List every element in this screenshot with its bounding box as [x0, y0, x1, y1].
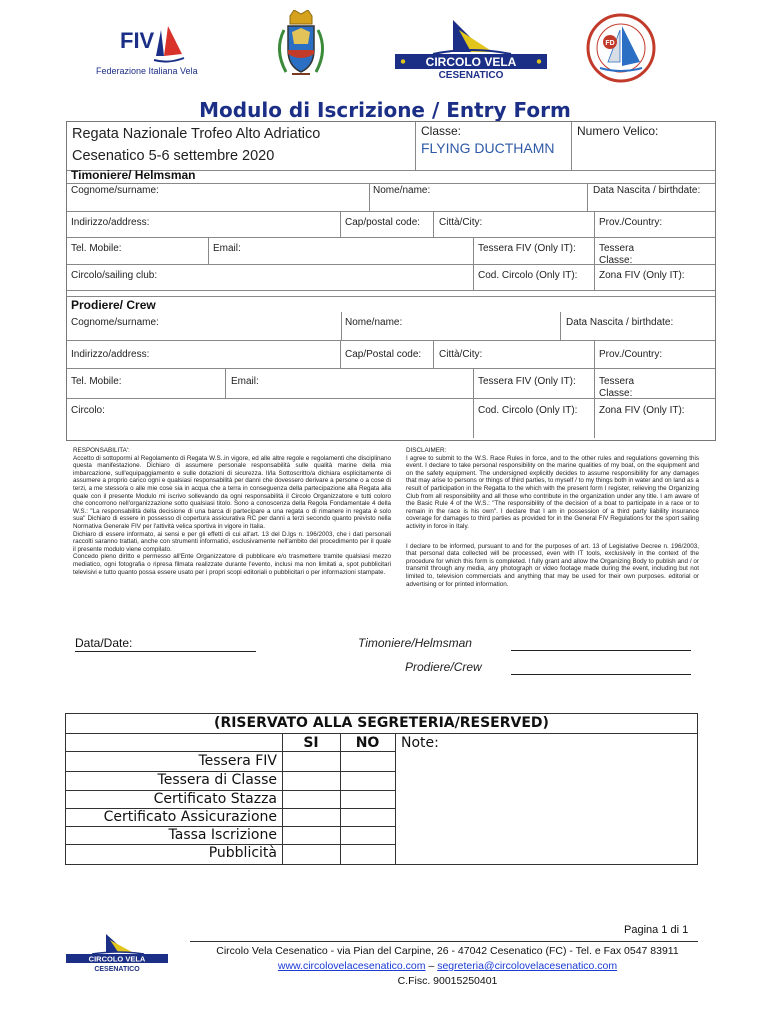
helmsman-club-field[interactable]: Circolo/sailing club: [71, 270, 158, 281]
helmsman-fiv-card-field[interactable]: Tessera FIV (Only IT): [478, 243, 576, 254]
email-link[interactable]: segreteria@circolovelacesenatico.com [437, 960, 618, 972]
cvc-logo-line1: CIRCOLO VELA [425, 55, 517, 69]
media-consent-text-it: Concedo pieno diritto e permesso all'Ente Organizzatore di pubblicare e/o trasmettere tramite qualsiasi mezzo mediatico, ogni fotografia o ripresa filmata realizzate durante l'evento, inclusi ma non limitati a, spot pubblicitari televisivi e tutto quanto possa essere usato per i propri scopi editoriali o pubblicitari o per informazioni stampate. [73, 553, 391, 576]
responsibility-title: RESPONSABILITA': [73, 447, 130, 454]
website-link[interactable]: www.circolovelacesenatico.com [277, 960, 426, 972]
fiv-logo-subtitle: Federazione Italiana Vela [96, 66, 198, 76]
crew-signature-label: Prodiere/Crew [405, 660, 482, 674]
column-no: NO [355, 735, 380, 751]
crew-zone-field[interactable]: Zona FIV (Only IT): [599, 405, 685, 416]
disclaimer-privacy-text: I declare to be informed, pursuant to and for the purposes of art. 13 of Legislative Decree n. 196/2003, that personal data collected will be processed, even with IT tools, exclusively in the context of the procedure for which this form is completed. I fully grant and allow the Organizing Body to publish and / or transmit through any media, any photograph or video footage made during the event, including but not limited to, television commercials and anything that may be used for their own purposes. editorial or advertising or for printed information. [406, 542, 699, 588]
fiv-logo-text: FIV [120, 28, 155, 53]
form-title: Modulo di Iscrizione / Entry Form [199, 98, 571, 122]
crew-class-card-field[interactable]: Tessera Classe: [599, 376, 635, 399]
helmsman-country-field[interactable]: Prov./Country: [599, 217, 663, 228]
helmsman-city-field[interactable]: Città/City: [439, 217, 483, 228]
fiv-logo [88, 22, 208, 80]
crew-address-field[interactable]: Indirizzo/address: [71, 349, 150, 360]
date-label: Data/Date: [75, 636, 133, 650]
regatta-line2: Cesenatico 5-6 settembre 2020 [72, 148, 275, 164]
footer-address: Circolo Vela Cesenatico - via Pian del Carpine, 26 - 47042 Cesenatico (FC) - Tel. e Fax 0547 83911 [216, 945, 679, 957]
class-value: FLYING DUCTHAMN [421, 140, 555, 156]
crew-postal-field[interactable]: Cap/Postal code: [345, 349, 422, 360]
crew-mobile-field[interactable]: Tel. Mobile: [71, 376, 122, 387]
date-line[interactable] [75, 651, 256, 652]
reserved-row: Tessera FIV [198, 753, 277, 769]
helmsman-club-code-field[interactable]: Cod. Circolo (Only IT): [478, 270, 578, 281]
note-label: Note: [401, 735, 439, 751]
responsibility-section [73, 447, 391, 576]
helmsman-surname-field[interactable]: Cognome/surname: [71, 185, 159, 196]
responsibility-text: Accetto di sottopormi al Regolamento di Regata W.S..in vigore, ed alle altre regole e regolamenti che disciplinano questa manifestazione. Dichiaro di assumere personale responsabilità sulle qualità marine della mia imbarcazione, sull'equipaggiamento e sulle dotazioni di sicurezza. Il/la Sottoscritto/a dichiara esplicitamente di assumere a proprio carico ogni e qualsiasi responsabilità per danni che dovessero derivare a persone o a cose di terzi, a me stesso/a o alle mie cose sia in acqua che a terra in conseguenza della partecipazione alla Regata alla quale con il presente Modulo mi iscrivo sollevando da ogni responsabilità il Circolo Organizzatore e tutti coloro che concorrono nell'organizzazione sotto qualsiasi titolo. Sono a conoscenza della Regola Fondamentale 4 della W.S.: "La responsabilità della decisione di una barca di partecipare a una regata o di rimanere in regata è solo sua" Dichiaro di essere in possesso di copertura assicurativa RC per danni a terzi secondo quanto previsto nella Normativa Generale FIV per l'attività velica sportiva in vigore in Italia. [73, 454, 391, 530]
disclaimer-title: DISCLAIMER: [406, 447, 447, 454]
reserved-row: Certificato Stazza [153, 791, 277, 807]
crew-heading: Prodiere/ Crew [71, 298, 156, 312]
column-si: SI [303, 735, 319, 751]
crew-city-field[interactable]: Città/City: [439, 349, 483, 360]
circolo-vela-cesenatico-logo [393, 18, 549, 80]
crew-country-field[interactable]: Prov./Country: [599, 349, 663, 360]
privacy-text-it: Dichiaro di essere informato, ai sensi e per gli effetti di cui all'art. 13 del D.lgs n. 196/2003, che i dati personali raccolti saranno trattati, anche con strumenti informatici, esclusivamente nell'ambito del procedimento per il quale il presente modulo viene compilato. [73, 530, 391, 553]
reserved-row: Pubblicità [208, 845, 277, 861]
link-separator: – [428, 960, 435, 972]
crew-fiv-card-field[interactable]: Tessera FIV (Only IT): [478, 376, 576, 387]
helmsman-birthdate-field[interactable]: Data Nascita / birthdate: [593, 185, 701, 196]
page-number: Pagina 1 di 1 [624, 924, 689, 936]
footer-links [180, 960, 715, 972]
helmsman-signature-label: Timoniere/Helmsman [358, 636, 472, 650]
helmsman-postal-field[interactable]: Cap/postal code: [345, 217, 421, 228]
sail-number-label: Numero Velico: [577, 124, 659, 138]
footer-cvc-logo [62, 934, 172, 972]
crew-surname-field[interactable]: Cognome/surname: [71, 317, 159, 328]
disclaimer-text: I agree to submit to the W.S. Race Rules in force, and to the other rules and regulations governing this event. I declare to take personal responsibility on the marine qualities of my boat, on the equipment and on the safety equipment. The undersigned explicitly decides to assume responsibility for any damages that may arise to persons or things of third parties, to myself / to my things both in water and on land as a result of participation in the Regatta to the which with the present form I register, relieving the Organizing Club from all responsibility and all those who contribute in the organization under any title. I am aware of the Basic Rule 4 of the W.S.: "The responsibility of the decision of a boat to participate in a race or to remain in the race is his own". I declare that I am in possession of a third party liability insurance coverage for damages to third parties as provided for in the General FIV Regulations for the sport sailing activity in force in Italy. [406, 454, 699, 530]
regatta-line1: Regata Nazionale Trofeo Alto Adriatico [72, 126, 321, 142]
reserved-row: Certificato Assicurazione [103, 809, 277, 825]
helmsman-name-field[interactable]: Nome/name: [373, 185, 431, 196]
crew-signature-line[interactable] [511, 674, 691, 675]
reserved-row: Tassa Iscrizione [168, 827, 277, 843]
class-label: Classe: [421, 124, 462, 138]
helmsman-address-field[interactable]: Indirizzo/address: [71, 217, 150, 228]
reserved-title: (RISERVATO ALLA SEGRETERIA/RESERVED) [214, 715, 549, 731]
footer-logo-line2: CESENATICO [94, 966, 140, 972]
helmsman-class-card-field[interactable]: Tessera Classe: [599, 243, 635, 266]
helmsman-heading: Timoniere/ Helmsman [71, 168, 196, 182]
entry-form-table [66, 121, 716, 441]
footer-divider [190, 941, 698, 942]
disclaimer-section [406, 447, 699, 588]
crew-email-field[interactable]: Email: [231, 376, 259, 387]
crew-club-code-field[interactable]: Cod. Circolo (Only IT): [478, 405, 578, 416]
reserved-row: Tessera di Classe [157, 772, 277, 788]
fd-badge-text: FD [605, 40, 615, 47]
crew-birthdate-field[interactable]: Data Nascita / birthdate: [566, 317, 674, 328]
cvc-logo-line2: CESENATICO [438, 70, 504, 80]
crew-name-field[interactable]: Nome/name: [345, 317, 403, 328]
helmsman-mobile-field[interactable]: Tel. Mobile: [71, 243, 122, 254]
helmsman-email-field[interactable]: Email: [213, 243, 241, 254]
helmsman-zone-field[interactable]: Zona FIV (Only IT): [599, 270, 685, 281]
helmsman-signature-line[interactable] [511, 650, 691, 651]
crew-club-field[interactable]: Circolo: [71, 405, 105, 416]
flying-dutchman-association-logo [578, 12, 664, 84]
regatta-name [72, 123, 412, 167]
city-crest-logo [270, 10, 332, 80]
footer-logo-line1: CIRCOLO VELA [88, 954, 146, 964]
reserved-table [65, 713, 698, 865]
fiscal-code: C.Fisc. 90015250401 [397, 975, 498, 987]
